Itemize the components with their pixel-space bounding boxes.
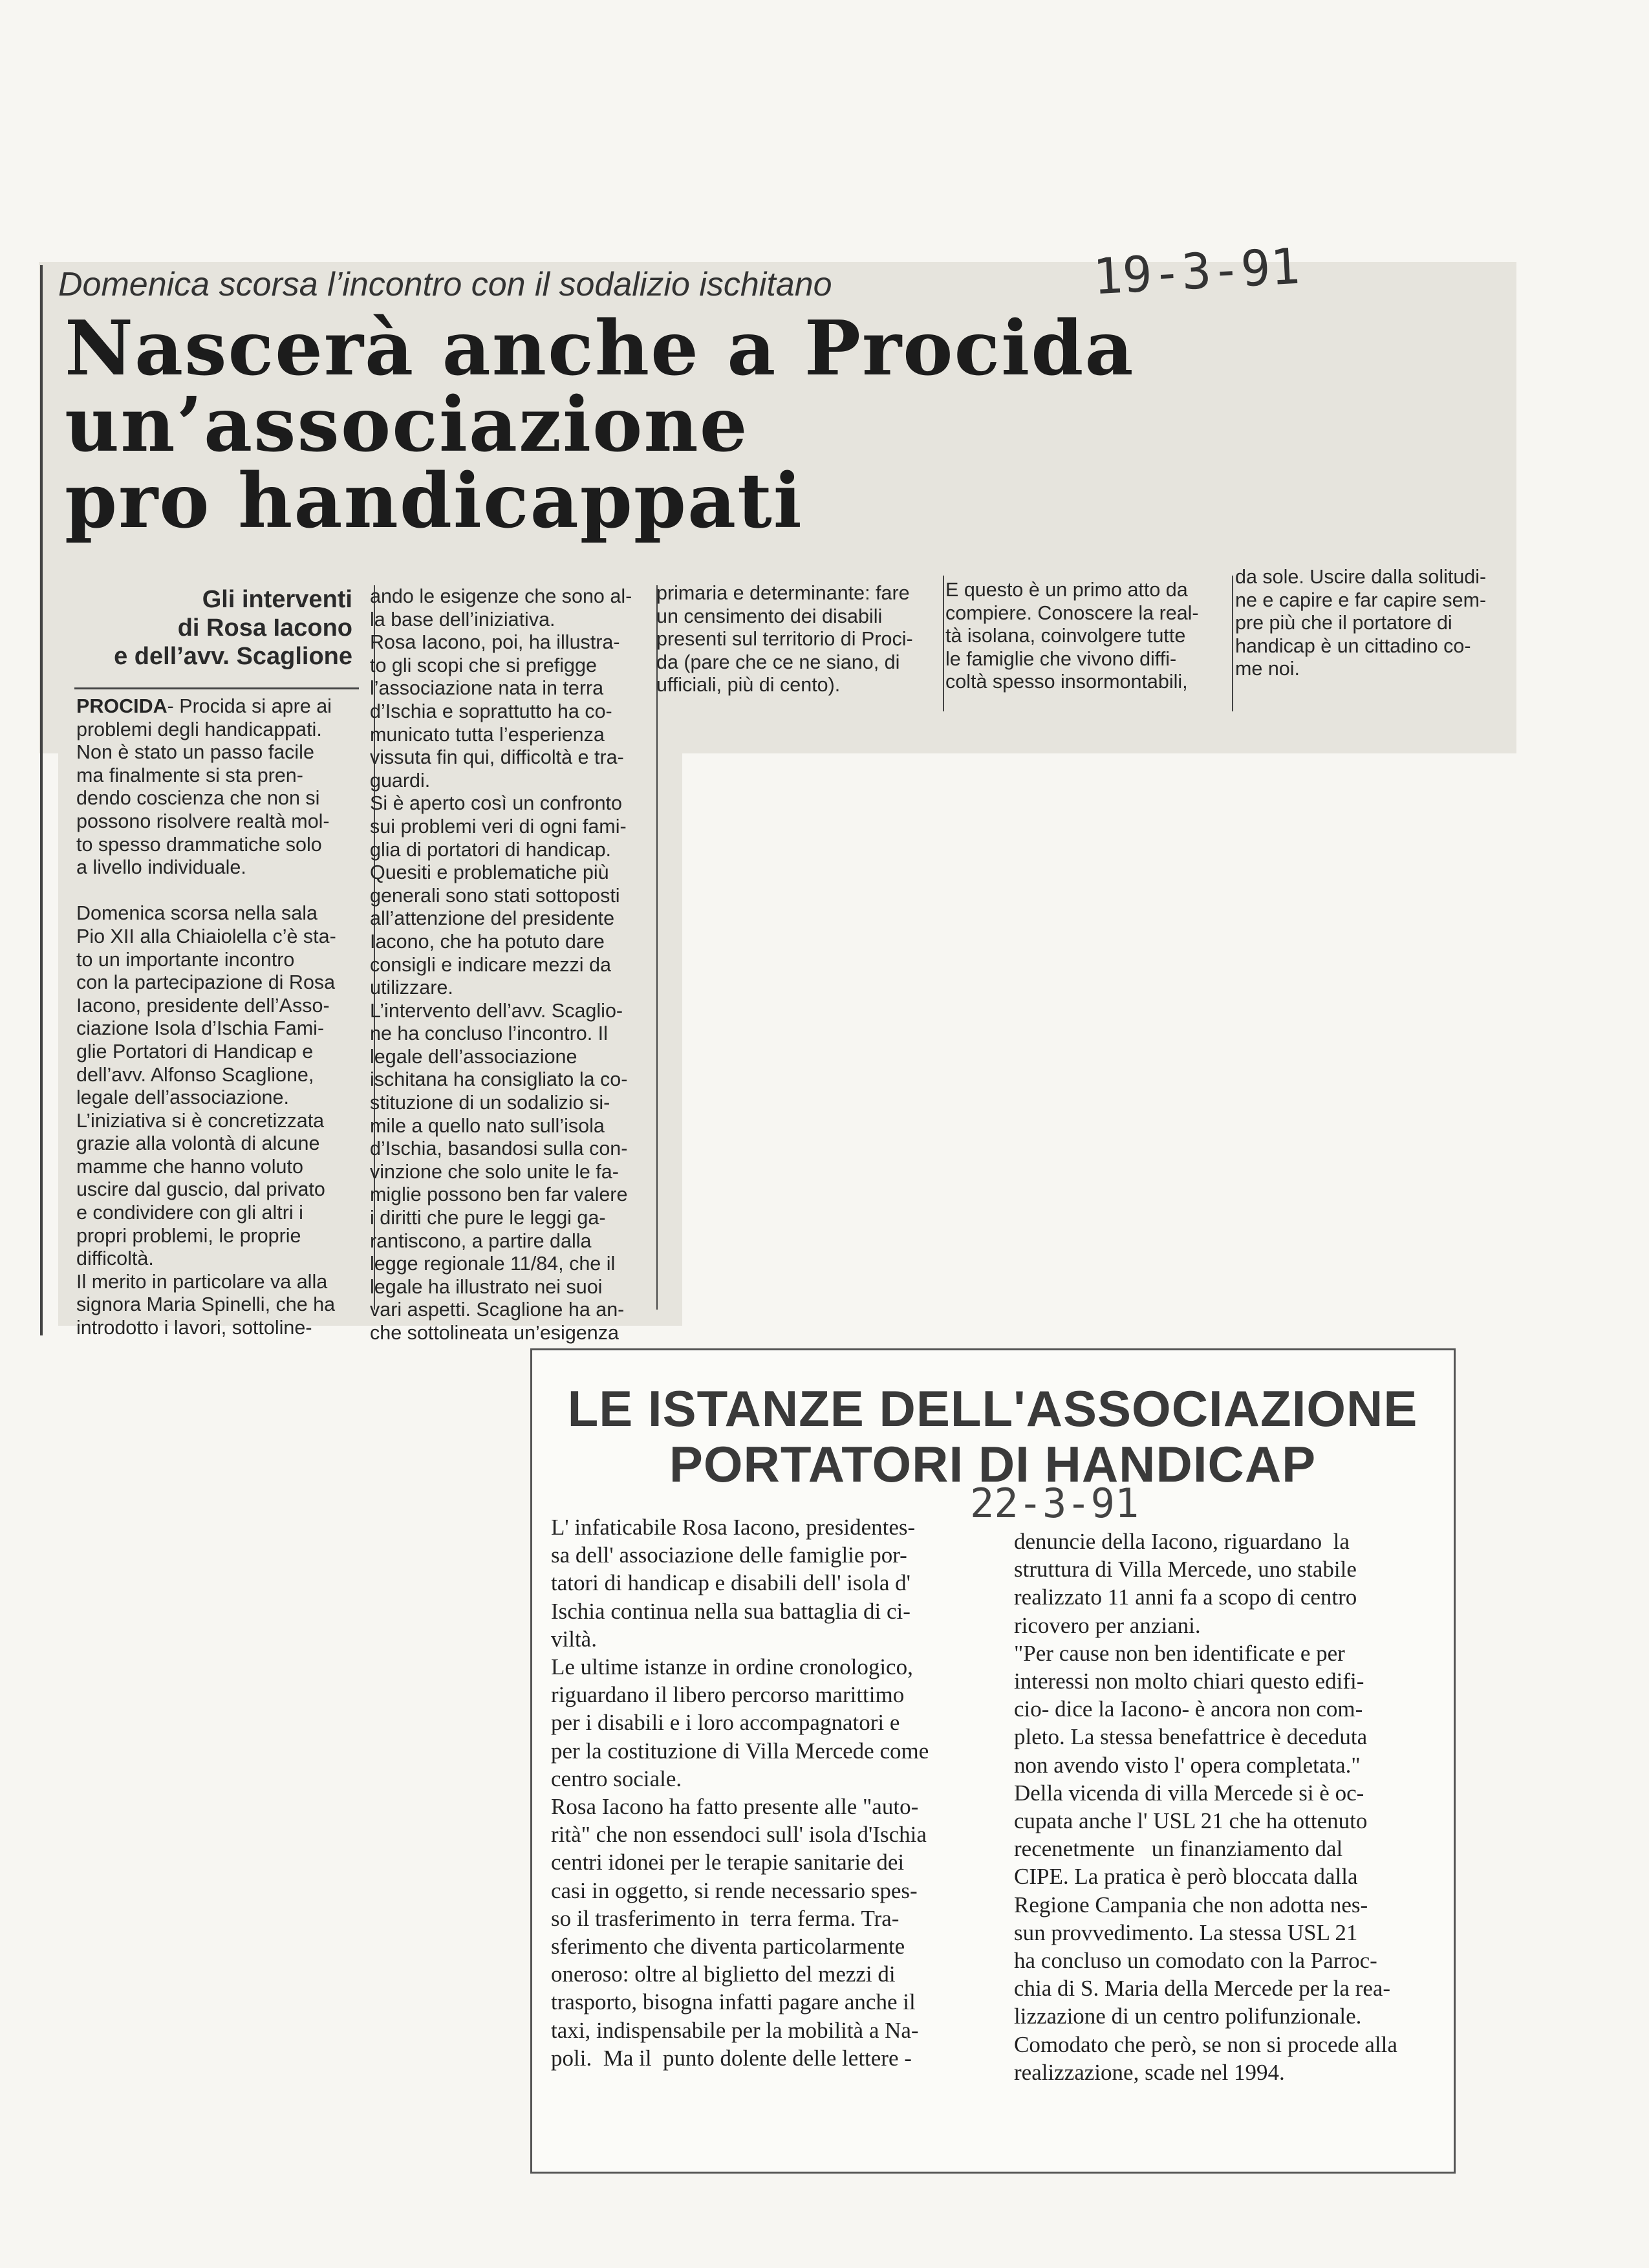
column-rule-4 [1232, 576, 1233, 711]
article-2-title [537, 1381, 1449, 1492]
headline-line-1: Nascerà anche a Procida [65, 305, 1135, 393]
article-kicker: Domenica scorsa l’incontro con il sodalizio ischitano [58, 266, 832, 303]
subhead-line-1: Gli interventi [202, 586, 352, 613]
subhead-line-3: e dell’avv. Scaglione [114, 643, 352, 670]
article-column-3: primaria e determinante: fare un censimento dei disabili presenti sul territorio di Proci- da (pare che ce ne siano, di ufficiali, più di cento). [656, 582, 913, 697]
title-2-line-1: LE ISTANZE DELL'ASSOCIAZIONE [567, 1380, 1418, 1437]
subhead-divider [74, 687, 359, 689]
headline-line-3: pro handicappati [65, 457, 803, 545]
clipping-1-left-border [40, 265, 43, 1335]
headline-line-2: un’associazione [65, 381, 749, 469]
article-2-column-2: denuncie della Iacono, riguardano la struttura di Villa Mercede, uno stabile realizzato 11 anni fa a scopo di centro ricovero per anziani. "Per cause non ben identificate e per interessi non molto chiari questo edifi- cio- dice la Iacono- è ancora non com- pleto. La stessa benefattrice è deceduta non avendo visto l' opera completata." Della vicenda di villa Mercede si è oc- cupata anche l' USL 21 che ha ottenuto recenetmente un finanziamento dal CIPE. La pratica è però bloccata dalla Regione Campania che non adotta nes- sun provvedimento. La stessa USL 21 ha concluso un comodato con la Parroc- chia di S. Maria della Mercede per la rea- lizzazione di un centro polifunzionale. Comodato che però, se non si procede alla realizzazione, scade nel 1994. [1014, 1529, 1397, 2085]
article-headline [65, 305, 1164, 545]
title-2-line-2: PORTATORI DI HANDICAP [669, 1436, 1317, 1493]
handwritten-date-1: 19-3-91 [1091, 237, 1302, 306]
article-column-4: E questo è un primo atto da compiere. Conoscere la real- tà isolana, coinvolgere tutte le famiglie che vivono diffi- coltà spesso insormontabili, [945, 579, 1199, 693]
subhead-line-2: di Rosa Iacono [177, 614, 352, 642]
article-subhead [78, 585, 352, 671]
column-rule-3 [943, 576, 944, 711]
column-1-text: - Procida si apre ai problemi degli handicappati. Non è stato un passo facile ma finalmente si sta pren- dendo coscienza che non si possono risolvere realtà mol- to spesso drammatiche solo a livello individuale. Domenica scorsa nella sala Pio XII alla Chiaiolella c’è sta- to un importante incontro con la partecipazione di Rosa Iacono, presidente dell’Asso- ciazione Isola d’Ischia Fami- glie Portatori di Handicap e dell’avv. Alfonso Scaglione, legale dell’associazione. L’iniziativa si è concretizzata grazie alla volontà di alcune mamme che hanno voluto uscire dal guscio, dal privato e condividere con gli altri i propri problemi, le proprie difficoltà. Il merito in particolare va alla signora Maria Spinelli, che ha introdotto i lavori, sottoline- [76, 695, 336, 1339]
handwritten-date-2: 22-3-91 [970, 1480, 1139, 1527]
article-column-2: ando le esigenze che sono al- la base dell’iniziativa. Rosa Iacono, poi, ha illustra- to gli scopi che si prefigge l’associazione nata in terra d’Ischia e soprattutto ha co- municato tutta l’esperienza vissuta fin qui, difficoltà e tra- guardi. Si è aperto così un confronto sui problemi veri di ogni fami- glia di portatori di handicap. Quesiti e problematiche più generali sono stati sottoposti all’attenzione del presidente Iacono, che ha potuto dare consigli e indicare mezzi da utilizzare. L’intervento dell’avv. Scaglio- ne ha concluso l’incontro. Il legale dell’associazione ischitana ha consigliato la co- stituzione di un sodalizio si- mile a quello nato sull’isola d’Ischia, basandosi sulla con- vinzione che solo unite le fa- miglie possono ben far valere i diritti che pure le leggi ga- rantiscono, a partire dalla legge regionale 11/84, che il legale ha illustrato nei suoi vari aspetti. Scaglione ha an- che sottolineata un’esigenza [370, 585, 632, 1344]
article-2-column-1: L' infaticabile Rosa Iacono, presidentes- sa dell' associazione delle famiglie por- tatori di handicap e disabili dell' isola d' Ischia continua nella sua battaglia di ci- viltà. Le ultime istanze in ordine cronologico, riguardano il libero percorso marittimo per i disabili e i loro accompagnatori e per la costituzione di Villa Mercede come centro sociale. Rosa Iacono ha fatto presente alle "auto- rità" che non essendoci sull' isola d'Ischia centri idonei per le terapie sanitarie dei casi in oggetto, si rende necessario spes- so il trasferimento in terra ferma. Tra- sferimento che diventa particolarmente oneroso: oltre al biglietto del mezzi di trasporto, bisogna infatti pagare anche il taxi, indispensabile per la mobilità a Na- poli. Ma il punto dolente delle lettere - [551, 1515, 929, 2071]
article-column-5: da sole. Uscire dalla solitudi- ne e capire e far capire sem- pre più che il portatore di handicap è un cittadino co- me noi. [1235, 566, 1487, 680]
article-column-1 [76, 695, 336, 1340]
dateline: PROCIDA [76, 695, 167, 717]
